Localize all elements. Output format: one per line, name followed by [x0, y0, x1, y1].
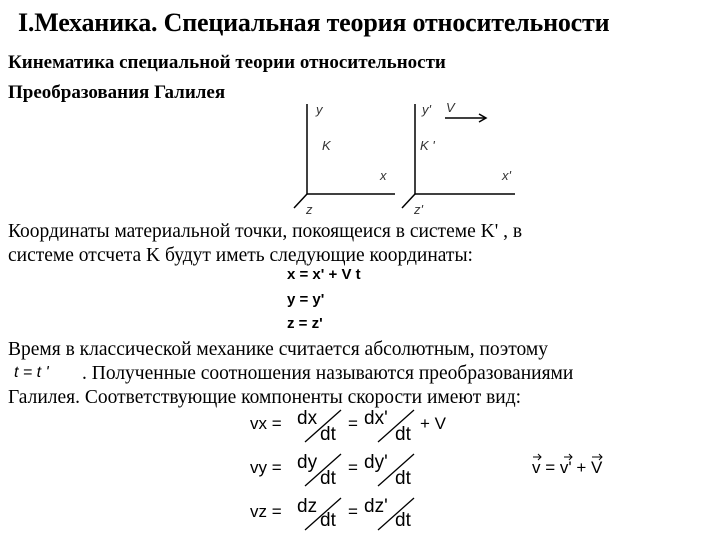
- para2-line2: . Полученные соотношения называются преобразованиями: [82, 363, 574, 384]
- vy-equals: =: [348, 458, 358, 477]
- vy-dtp: dt: [395, 468, 411, 489]
- vz-dtp: dt: [395, 510, 411, 531]
- k-y-label: y: [316, 102, 323, 117]
- para1-line1: Координаты материальной точки, покоящеися в системе K' , в: [8, 221, 523, 242]
- vy-lhs: vy =: [250, 458, 282, 477]
- vx-dt: dt: [320, 424, 336, 445]
- vy-dt: dt: [320, 468, 336, 489]
- vx-equals: =: [348, 414, 358, 433]
- vz-dzp: dz': [364, 496, 388, 517]
- vy-dyp: dy': [364, 452, 388, 473]
- vz-lhs: vz =: [250, 502, 282, 521]
- para1-line2: системе отсчета K будут иметь следующие координаты:: [8, 245, 473, 266]
- subtitle-galileo: Преобразования Галилея: [8, 82, 226, 103]
- vx-dtp: dt: [395, 424, 411, 445]
- vz-dt: dt: [320, 510, 336, 531]
- coord-x-equation: x = x' + V t: [287, 266, 361, 283]
- k-z-label: z: [306, 202, 313, 217]
- time-equation: t = t ': [14, 364, 49, 381]
- vy-dy: dy: [297, 452, 318, 473]
- vx-lhs: vx =: [250, 414, 282, 433]
- k-prime-frame-label: K ': [420, 138, 435, 153]
- subtitle-kinematics: Кинематика специальной теории относительности: [8, 52, 446, 73]
- page-title: I.Механика. Специальная теория относительности: [18, 8, 610, 37]
- vz-equals: =: [348, 502, 358, 521]
- velocity-label: V: [446, 100, 455, 115]
- vx-plus-v: + V: [420, 414, 446, 433]
- para2-line1: Время в классической механике считается абсолютным, поэтому: [8, 339, 548, 360]
- reference-frames-diagram: [280, 96, 530, 221]
- k-prime-y-label: y': [422, 102, 431, 117]
- k-prime-x-label: x': [502, 168, 511, 183]
- coord-y-equation: y = y': [287, 291, 325, 308]
- velocity-vector-equation: v = v' + V: [532, 458, 603, 477]
- vz-dz: dz: [297, 496, 318, 517]
- vx-dx: dx: [297, 408, 318, 429]
- k-x-label: x: [380, 168, 387, 183]
- vector-arrows: [532, 452, 612, 462]
- vx-dxp: dx': [364, 408, 388, 429]
- para2-line3: Галилея. Соответствующие компоненты скорости имеют вид:: [8, 387, 522, 408]
- k-frame-label: K: [322, 138, 331, 153]
- k-prime-z-label: z': [414, 202, 423, 217]
- coord-z-equation: z = z': [287, 315, 323, 332]
